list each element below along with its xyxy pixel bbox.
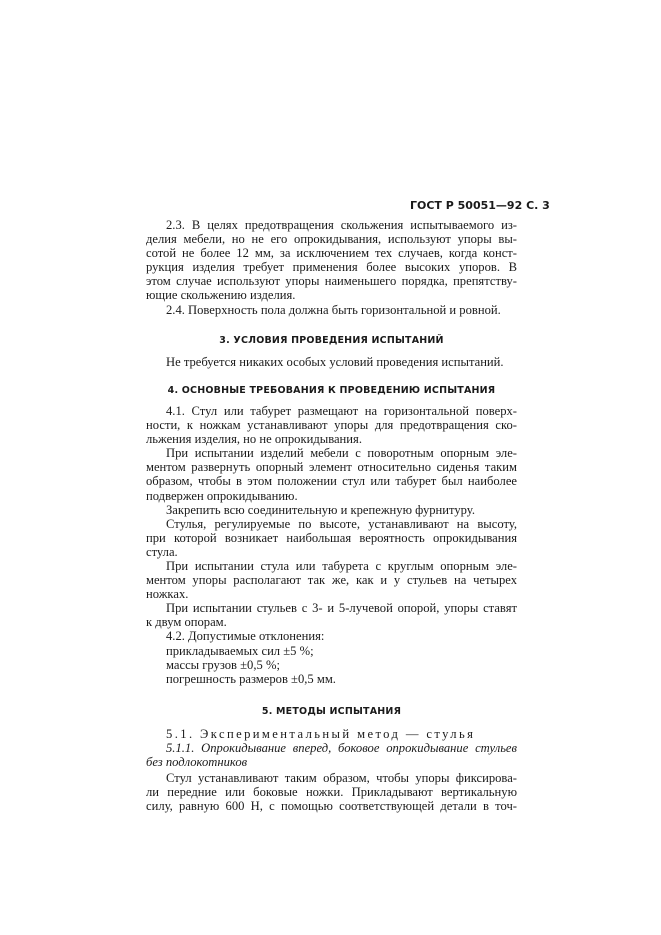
tolerance-item: прикладываемых сил ±5 %; xyxy=(166,643,314,658)
text-line: При испытании изделий мебели с поворотным опорным эле- xyxy=(166,446,517,461)
text-line: к двум опорам. xyxy=(146,615,227,630)
tolerance-item: погрешность размеров ±0,5 мм. xyxy=(166,671,336,686)
text-line: При испытании стульев с 3- и 5-лучевой опорой, упоры ставят xyxy=(166,601,517,616)
text-line: при которой возникает наибольшая вероятность опрокидывания xyxy=(146,530,517,545)
paragraph-5-1-1 xyxy=(146,741,517,769)
text-line: подвержен опрокидыванию. xyxy=(146,488,298,503)
text-line: делия мебели, но не его опрокидывания, используют упоры вы- xyxy=(146,232,517,247)
section-4-heading: 4. ОСНОВНЫЕ ТРЕБОВАНИЯ К ПРОВЕДЕНИЮ ИСПЫТАНИЯ xyxy=(167,384,496,396)
text-line: силу, равную 600 Н, с помощью соответствующей детали в точ- xyxy=(146,799,517,814)
text-line: ножках. xyxy=(146,587,189,602)
text-line: ности, к ножкам устанавливают упоры для предотвращения ско- xyxy=(146,418,517,433)
section-3-heading: 3. УСЛОВИЯ ПРОВЕДЕНИЯ ИСПЫТАНИЙ xyxy=(219,334,444,346)
paragraph-fasten: Закрепить всю соединительную и крепежную фурнитуру. xyxy=(166,502,475,517)
text-line: Стул устанавливают таким образом, чтобы упоры фиксирова- xyxy=(166,771,517,786)
text-line: При испытании стула или табурета с круглым опорным эле- xyxy=(166,558,517,573)
document-body xyxy=(146,218,517,813)
paragraph-2-4: 2.4. Поверхность пола должна быть горизонтальной и ровной. xyxy=(166,302,501,317)
text-line: 2.3. В целях предотвращения скольжения испытываемого из- xyxy=(166,218,517,232)
text-line: стула. xyxy=(146,544,178,559)
standard-header: ГОСТ Р 50051—92 С. 3 xyxy=(410,199,550,212)
text-line: ли передние или боковые ножки. Прикладывают вертикальную xyxy=(146,785,517,800)
text-line: Стулья, регулируемые по высоте, устанавливают на высоту, xyxy=(166,516,517,531)
tolerance-item: массы грузов ±0,5 %; xyxy=(166,657,280,672)
paragraph-rotary xyxy=(146,446,517,502)
section-5-heading: 5. МЕТОДЫ ИСПЫТАНИЯ xyxy=(261,705,402,717)
text-line: 5.1.1. Опрокидывание вперед, боковое опрокидывание стульев xyxy=(166,741,517,755)
text-line: льжения изделия, но не опрокидывания. xyxy=(146,432,362,447)
text-line: образом, чтобы в этом положении стул или табурет был наиболее xyxy=(146,474,517,489)
text-line: ментом развернуть опорный элемент относительно сиденья таким xyxy=(146,460,517,475)
paragraph-procedure xyxy=(146,771,517,813)
text-line: ющие скольжению изделия. xyxy=(146,288,296,303)
text-line: ментом упоры располагают так же, как и у стульев на четырех xyxy=(146,573,517,588)
text-line: сотой не более 12 мм, за исключением тех случаев, когда конст- xyxy=(146,246,517,261)
text-line: 4.1. Стул или табурет размещают на горизонтальной поверх- xyxy=(166,403,517,418)
text-line: рукция изделия требует применения более высоких упоров. В xyxy=(146,260,517,275)
paragraph-4-2-title: 4.2. Допустимые отклонения: xyxy=(166,629,325,644)
paragraph-4-1 xyxy=(146,404,517,446)
paragraph-ray-support xyxy=(146,601,517,629)
paragraph-round-support xyxy=(146,559,517,601)
text-line: без подлокотников xyxy=(146,755,248,770)
paragraph-2-3 xyxy=(146,218,517,303)
text-line: этом случае используют упоры наименьшего порядка, препятству- xyxy=(146,274,517,289)
paragraph-height xyxy=(146,517,517,559)
section-3-text: Не требуется никаких особых условий проведения испытаний. xyxy=(166,354,504,369)
paragraph-5-1: 5.1. Экспериментальный метод — стулья xyxy=(166,726,476,741)
